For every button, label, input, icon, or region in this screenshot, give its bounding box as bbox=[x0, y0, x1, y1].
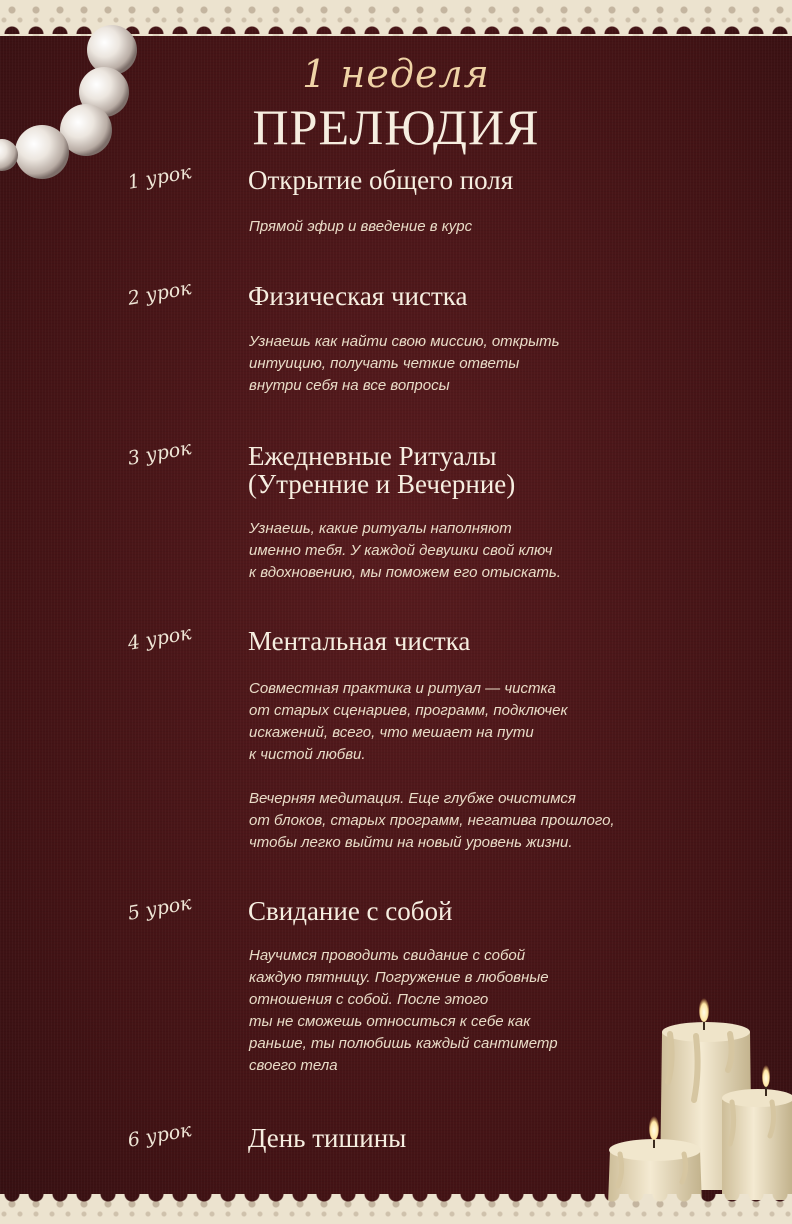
lesson-title: Физическая чистка bbox=[248, 281, 468, 311]
lesson-title: Ментальная чистка bbox=[248, 626, 471, 656]
lesson-title: Ежедневные Ритуалы (Утренние и Вечерние) bbox=[248, 441, 516, 499]
lesson-title: Открытие общего поля bbox=[248, 165, 514, 195]
lesson-number: 5 урок bbox=[126, 892, 194, 925]
lesson-description bbox=[249, 678, 709, 854]
lesson-description bbox=[249, 331, 709, 397]
lesson-paragraph: Научимся проводить свидание с собой каждую пятницу. Погружение в любовные отношения с собой. После этого ты не сможешь относиться к себе как раньше, ты полюбишь каждый сантиметр своего тела bbox=[249, 947, 558, 1074]
lesson-paragraph: Совместная практика и ритуал — чистка от старых сценариев, программ, подключек искажений, всего, что мешает на пути к чистой любви. bbox=[249, 680, 568, 763]
lesson-description bbox=[249, 216, 709, 238]
lesson-title: День тишины bbox=[248, 1123, 407, 1153]
page-title: ПРЕЛЮДИЯ bbox=[252, 99, 540, 155]
lesson-description bbox=[249, 518, 709, 584]
lesson-number: 4 урок bbox=[126, 622, 194, 655]
lesson-number: 1 урок bbox=[126, 161, 194, 194]
lesson-number: 6 урок bbox=[126, 1119, 194, 1152]
lace-border-bottom bbox=[0, 1194, 792, 1224]
lesson-paragraph: Прямой эфир и введение в курс bbox=[249, 218, 473, 235]
candles-decoration bbox=[600, 990, 792, 1205]
week-label: 1 неделя bbox=[302, 52, 490, 96]
lesson-number: 2 урок bbox=[126, 277, 194, 310]
lesson-paragraph: Узнаешь как найти свою миссию, открыть интуицию, получать четкие ответы внутри себя на все вопросы bbox=[249, 333, 560, 394]
lesson-paragraph: Вечерняя медитация. Еще глубже очистимся от блоков, старых программ, негатива прошлого, чтобы легко выйти на новый уровень жизни. bbox=[249, 790, 615, 851]
lesson-title: Свидание с собой bbox=[248, 896, 453, 926]
lesson-paragraph: Узнаешь, какие ритуалы наполняют именно тебя. У каждой девушки свой ключ к вдохновению, мы поможем его отыскать. bbox=[249, 520, 561, 581]
lesson-number: 3 урок bbox=[126, 437, 194, 470]
